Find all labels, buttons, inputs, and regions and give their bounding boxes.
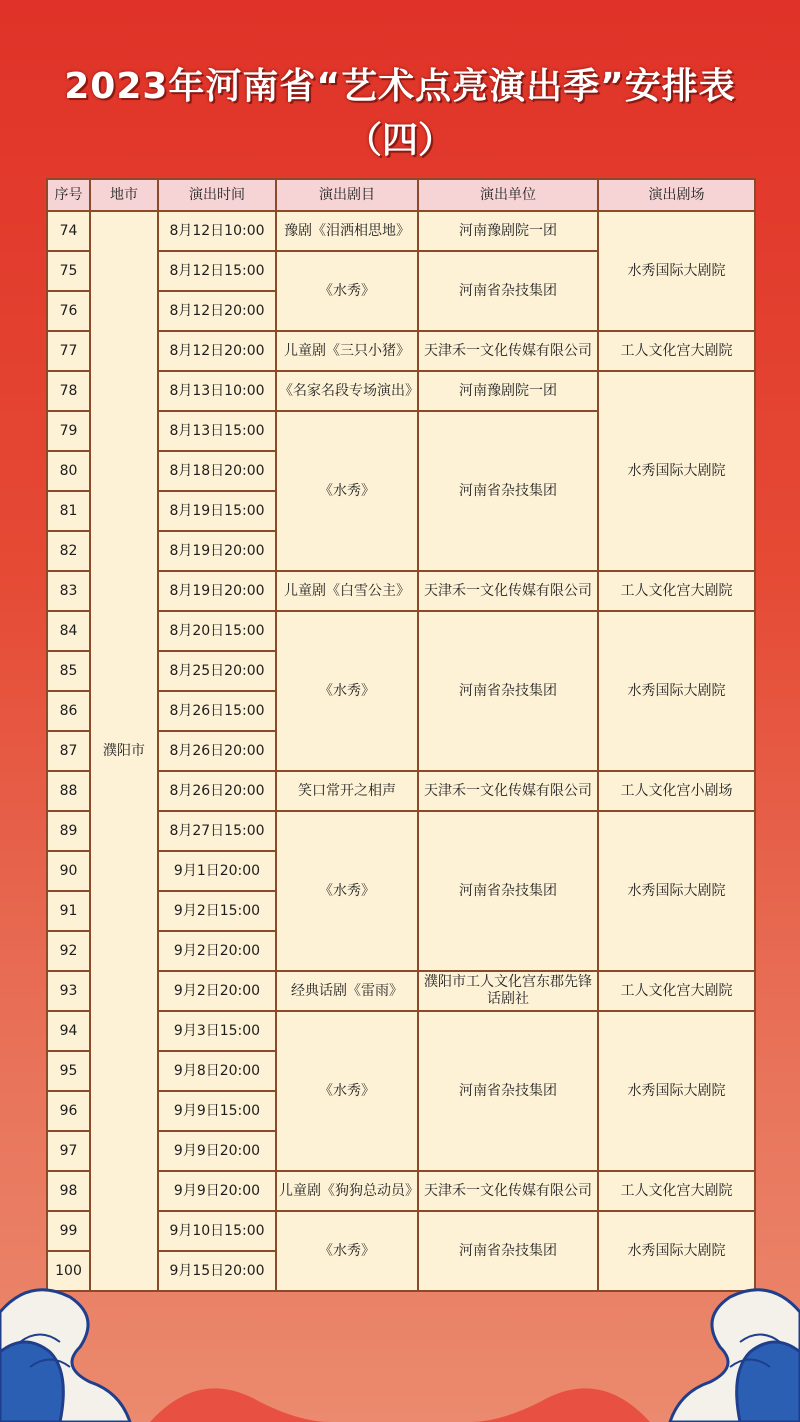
row-number-cell: 99 bbox=[47, 1211, 90, 1251]
page-subtitle: （四） bbox=[345, 120, 454, 161]
time-cell: 8月12日20:00 bbox=[158, 291, 276, 331]
table-row bbox=[47, 211, 755, 251]
row-number-cell: 98 bbox=[47, 1171, 90, 1211]
row-number-cell: 77 bbox=[47, 331, 90, 371]
venue-cell: 水秀国际大剧院 bbox=[598, 211, 755, 331]
row-number-cell: 97 bbox=[47, 1131, 90, 1171]
program-cell: 《名家名段专场演出》 bbox=[276, 371, 418, 411]
unit-cell: 河南省杂技集团 bbox=[418, 811, 598, 971]
time-cell: 8月26日15:00 bbox=[158, 691, 276, 731]
row-number-cell: 76 bbox=[47, 291, 90, 331]
time-cell: 8月13日15:00 bbox=[158, 411, 276, 451]
row-number-cell: 93 bbox=[47, 971, 90, 1011]
row-number-cell: 89 bbox=[47, 811, 90, 851]
row-number-cell: 92 bbox=[47, 931, 90, 971]
row-number-cell: 88 bbox=[47, 771, 90, 811]
program-cell: 儿童剧《三只小猪》 bbox=[276, 331, 418, 371]
unit-cell: 天津禾一文化传媒有限公司 bbox=[418, 771, 598, 811]
venue-cell: 水秀国际大剧院 bbox=[598, 371, 755, 571]
column-header-time: 演出时间 bbox=[158, 179, 276, 211]
unit-cell: 河南省杂技集团 bbox=[418, 411, 598, 571]
row-number-cell: 94 bbox=[47, 1011, 90, 1051]
program-cell: 经典话剧《雷雨》 bbox=[276, 971, 418, 1011]
time-cell: 9月9日15:00 bbox=[158, 1091, 276, 1131]
time-cell: 8月20日15:00 bbox=[158, 611, 276, 651]
time-cell: 9月2日20:00 bbox=[158, 931, 276, 971]
unit-cell: 河南豫剧院一团 bbox=[418, 211, 598, 251]
time-cell: 8月12日15:00 bbox=[158, 251, 276, 291]
unit-cell: 天津禾一文化传媒有限公司 bbox=[418, 331, 598, 371]
program-cell: 《水秀》 bbox=[276, 411, 418, 571]
row-number-cell: 85 bbox=[47, 651, 90, 691]
time-cell: 9月2日15:00 bbox=[158, 891, 276, 931]
row-number-cell: 81 bbox=[47, 491, 90, 531]
schedule-table-body bbox=[47, 211, 755, 1291]
program-cell: 《水秀》 bbox=[276, 251, 418, 331]
time-cell: 8月27日15:00 bbox=[158, 811, 276, 851]
row-number-cell: 75 bbox=[47, 251, 90, 291]
row-number-cell: 78 bbox=[47, 371, 90, 411]
row-number-cell: 95 bbox=[47, 1051, 90, 1091]
time-cell: 9月1日20:00 bbox=[158, 851, 276, 891]
page-title: 2023年河南省“艺术点亮演出季”安排表 bbox=[64, 66, 736, 107]
venue-cell: 水秀国际大剧院 bbox=[598, 811, 755, 971]
time-cell: 8月18日20:00 bbox=[158, 451, 276, 491]
program-cell: 《水秀》 bbox=[276, 611, 418, 771]
venue-cell: 工人文化宫大剧院 bbox=[598, 571, 755, 611]
row-number-cell: 80 bbox=[47, 451, 90, 491]
column-header-number: 序号 bbox=[47, 179, 90, 211]
wave-decoration bbox=[0, 1272, 800, 1422]
city-cell: 濮阳市 bbox=[90, 211, 158, 1291]
time-cell: 8月25日20:00 bbox=[158, 651, 276, 691]
time-cell: 8月26日20:00 bbox=[158, 771, 276, 811]
column-header-venue: 演出剧场 bbox=[598, 179, 755, 211]
unit-cell: 天津禾一文化传媒有限公司 bbox=[418, 1171, 598, 1211]
venue-cell: 工人文化宫大剧院 bbox=[598, 1171, 755, 1211]
venue-cell: 水秀国际大剧院 bbox=[598, 1011, 755, 1171]
venue-cell: 工人文化宫大剧院 bbox=[598, 971, 755, 1011]
time-cell: 8月19日20:00 bbox=[158, 531, 276, 571]
time-cell: 9月2日20:00 bbox=[158, 971, 276, 1011]
time-cell: 9月8日20:00 bbox=[158, 1051, 276, 1091]
row-number-cell: 74 bbox=[47, 211, 90, 251]
row-number-cell: 79 bbox=[47, 411, 90, 451]
column-header-program: 演出剧目 bbox=[276, 179, 418, 211]
time-cell: 9月15日20:00 bbox=[158, 1251, 276, 1291]
row-number-cell: 90 bbox=[47, 851, 90, 891]
venue-cell: 水秀国际大剧院 bbox=[598, 1211, 755, 1291]
time-cell: 8月12日10:00 bbox=[158, 211, 276, 251]
venue-cell: 水秀国际大剧院 bbox=[598, 611, 755, 771]
unit-cell: 天津禾一文化传媒有限公司 bbox=[418, 571, 598, 611]
row-number-cell: 83 bbox=[47, 571, 90, 611]
row-number-cell: 82 bbox=[47, 531, 90, 571]
time-cell: 9月3日15:00 bbox=[158, 1011, 276, 1051]
schedule-table bbox=[46, 178, 756, 1292]
time-cell: 8月12日20:00 bbox=[158, 331, 276, 371]
time-cell: 8月13日10:00 bbox=[158, 371, 276, 411]
time-cell: 8月19日20:00 bbox=[158, 571, 276, 611]
unit-cell: 濮阳市工人文化宫东郡先锋话剧社 bbox=[418, 971, 598, 1011]
row-number-cell: 96 bbox=[47, 1091, 90, 1131]
column-header-city: 地市 bbox=[90, 179, 158, 211]
time-cell: 9月9日20:00 bbox=[158, 1171, 276, 1211]
time-cell: 8月19日15:00 bbox=[158, 491, 276, 531]
venue-cell: 工人文化宫大剧院 bbox=[598, 331, 755, 371]
row-number-cell: 86 bbox=[47, 691, 90, 731]
time-cell: 9月9日20:00 bbox=[158, 1131, 276, 1171]
program-cell: 笑口常开之相声 bbox=[276, 771, 418, 811]
row-number-cell: 100 bbox=[47, 1251, 90, 1291]
unit-cell: 河南省杂技集团 bbox=[418, 611, 598, 771]
program-cell: 儿童剧《狗狗总动员》 bbox=[276, 1171, 418, 1211]
unit-cell: 河南省杂技集团 bbox=[418, 1011, 598, 1171]
program-cell: 豫剧《泪洒相思地》 bbox=[276, 211, 418, 251]
column-header-unit: 演出单位 bbox=[418, 179, 598, 211]
time-cell: 8月26日20:00 bbox=[158, 731, 276, 771]
time-cell: 9月10日15:00 bbox=[158, 1211, 276, 1251]
program-cell: 《水秀》 bbox=[276, 1011, 418, 1171]
program-cell: 《水秀》 bbox=[276, 811, 418, 971]
unit-cell: 河南豫剧院一团 bbox=[418, 371, 598, 411]
row-number-cell: 84 bbox=[47, 611, 90, 651]
program-cell: 儿童剧《白雪公主》 bbox=[276, 571, 418, 611]
unit-cell: 河南省杂技集团 bbox=[418, 251, 598, 331]
program-cell: 《水秀》 bbox=[276, 1211, 418, 1291]
table-header-row bbox=[47, 179, 755, 211]
row-number-cell: 91 bbox=[47, 891, 90, 931]
venue-cell: 工人文化宫小剧场 bbox=[598, 771, 755, 811]
row-number-cell: 87 bbox=[47, 731, 90, 771]
unit-cell: 河南省杂技集团 bbox=[418, 1211, 598, 1291]
